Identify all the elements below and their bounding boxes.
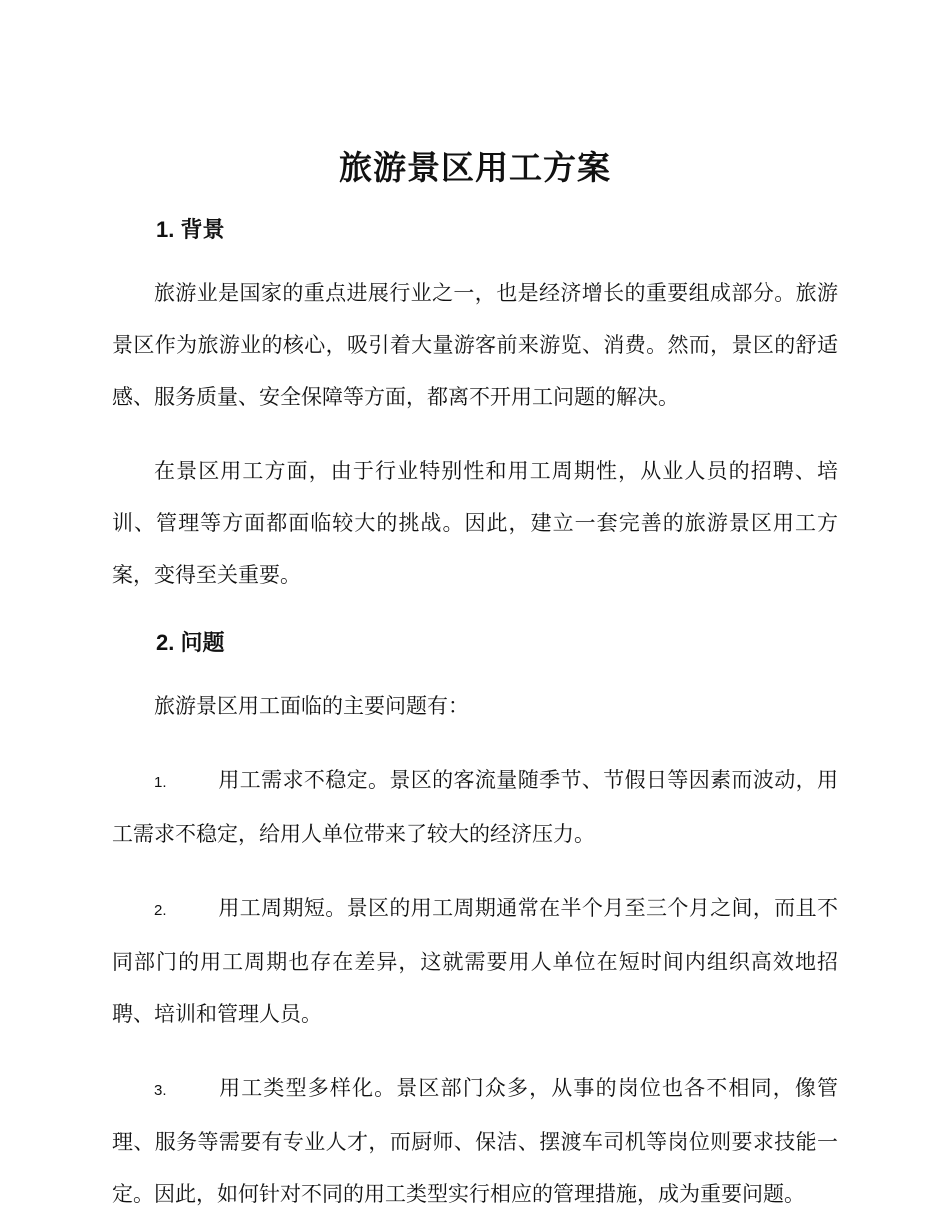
paragraph: 在景区用工方面，由于行业特别性和用工周期性，从业人员的招聘、培训、管理等方面都面临较大的挑战。因此，建立一套完善的旅游景区用工方案，变得至关重要。 [112, 459, 838, 587]
list-item [112, 883, 838, 1041]
list-item-text: 用工类型多样化。景区部门众多，从事的岗位也各不相同，像管理、服务等需要有专业人才，而厨师、保洁、摆渡车司机等岗位则要求技能一定。因此，如何针对不同的用工类型实行相应的管理措施，成为重要问题。 [112, 1076, 838, 1206]
document-title: 旅游景区用工方案 [339, 149, 611, 186]
list-item [112, 1063, 838, 1221]
list-item-text: 用工周期短。景区的用工周期通常在半个月至三个月之间，而且不同部门的用工周期也存在差异，这就需要用人单位在短时间内组织高效地招聘、培训和管理人员。 [112, 896, 838, 1026]
list-item-text: 用工需求不稳定。景区的客流量随季节、节假日等因素而波动，用工需求不稳定，给用人单位带来了较大的经济压力。 [112, 768, 838, 846]
list-item-number: 2. [154, 901, 167, 919]
section-heading-background: 1. 背景 [156, 217, 225, 242]
list-item-number: 1. [154, 773, 167, 791]
paragraph: 旅游业是国家的重点进展行业之一，也是经济增长的重要组成部分。旅游景区作为旅游业的核心，吸引着大量游客前来游览、消费。然而，景区的舒适感、服务质量、安全保障等方面，都离不开用工问题的解决。 [112, 281, 838, 409]
list-item-number: 3. [154, 1081, 167, 1099]
list-item [112, 755, 838, 861]
section-heading-problems: 2. 问题 [156, 629, 225, 655]
paragraph: 旅游景区用工面临的主要问题有： [154, 694, 469, 718]
